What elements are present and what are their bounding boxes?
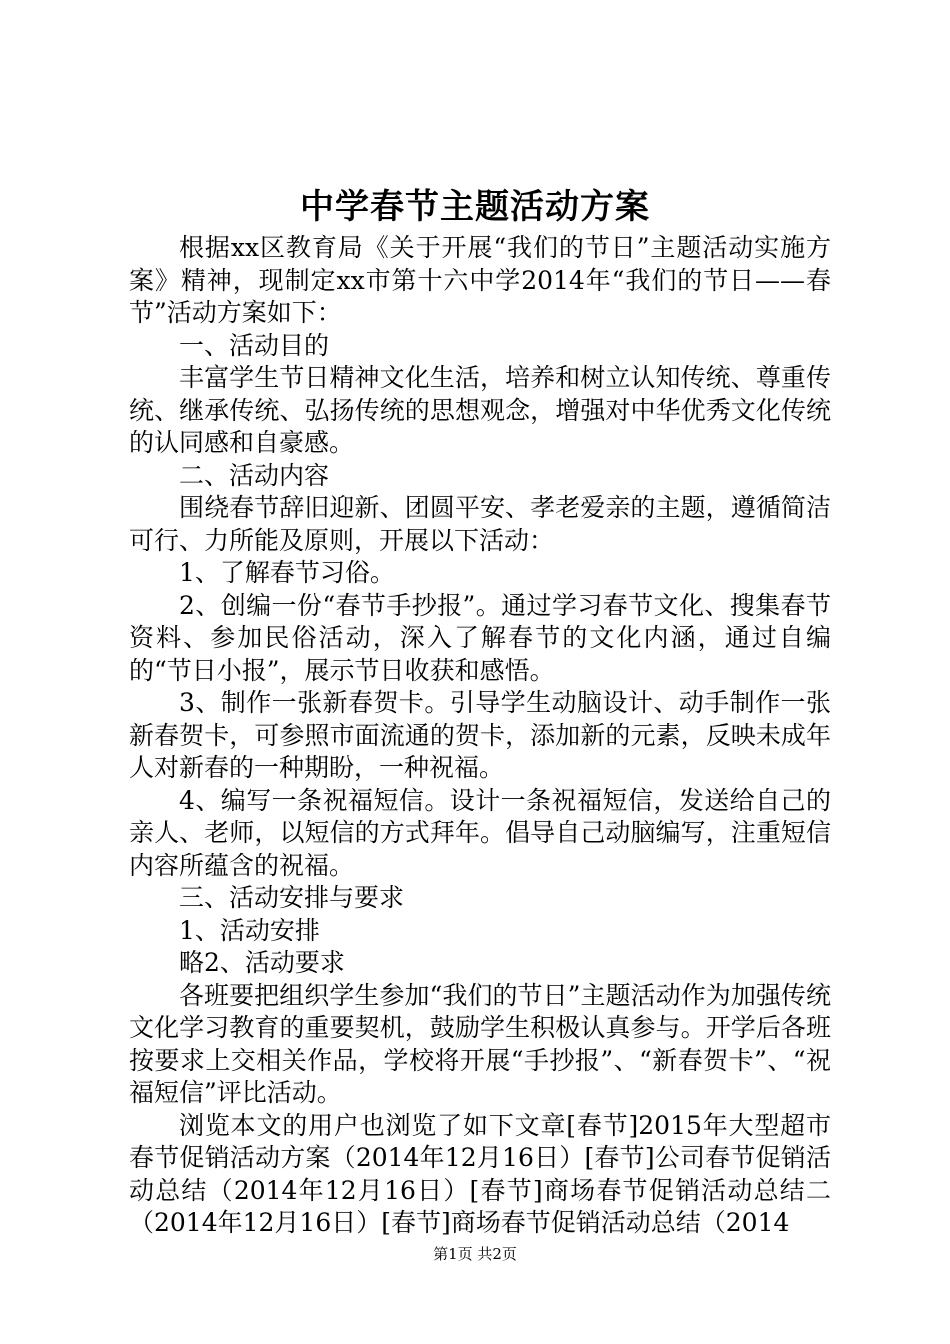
paragraph-content: 围绕春节辞旧迎新、团圆平安、孝老爱亲的主题，遵循简洁可行、力所能及原则，开展以下活动： xyxy=(129,493,831,555)
section-heading-content: 二、活动内容 xyxy=(179,460,330,490)
section-heading-purpose: 一、活动目的 xyxy=(179,330,330,360)
document-title: 中学春节主题活动方案 xyxy=(300,187,650,227)
subheading-requirements: 略2、活动要求 xyxy=(179,948,345,977)
subheading-arrangement: 1、活动安排 xyxy=(179,915,320,945)
list-item-1: 1、了解春节习俗。 xyxy=(179,558,395,587)
paragraph-purpose: 丰富学生节日精神文化生活，培养和树立认知传统、尊重传统、继承传统、弘扬传统的思想观念，增强对中华优秀文化传统的认同感和自豪感。 xyxy=(129,363,831,457)
paragraph-related-articles: 浏览本文的用户也浏览了如下文章[春节]2015年大型超市春节促销活动方案（2014年12月16日）[春节]公司春节促销活动总结（2014年12月16日）[春节]商场春节促销活动总结二（2014年12月16日）[春节]商场春节促销活动总结（2014 xyxy=(129,1110,831,1237)
document-body xyxy=(129,232,831,1240)
list-item-2: 2、创编一份“春节手抄报”。通过学习春节文化、搜集春节资料、参加民俗活动，深入了解春节的文化内涵，通过自编的“节日小报”，展示节日收获和感悟。 xyxy=(129,590,831,685)
paragraph-intro: 根据xx区教育局《关于开展“我们的节日”主题活动实施方案》精神，现制定xx市第十六中学2014年“我们的节日——春节”活动方案如下： xyxy=(129,233,831,327)
section-heading-arrangement: 三、活动安排与要求 xyxy=(179,883,405,912)
list-item-4: 4、编写一条祝福短信。设计一条祝福短信，发送给自己的亲人、老师，以短信的方式拜年。倡导自己动脑编写，注重短信内容所蕴含的祝福。 xyxy=(129,785,831,880)
list-item-3: 3、制作一张新春贺卡。引导学生动脑设计、动手制作一张新春贺卡，可参照市面流通的贺卡，添加新的元素，反映未成年人对新春的一种期盼，一种祝福。 xyxy=(129,688,831,782)
page-footer: 第1页 共2页 xyxy=(433,1245,517,1263)
paragraph-requirements: 各班要把组织学生参加“我们的节日”主题活动作为加强传统文化学习教育的重要契机，鼓励学生积极认真参与。开学后各班按要求上交相关作品，学校将开展“手抄报”、“新春贺卡”、“祝福短信”评比活动。 xyxy=(129,980,831,1107)
